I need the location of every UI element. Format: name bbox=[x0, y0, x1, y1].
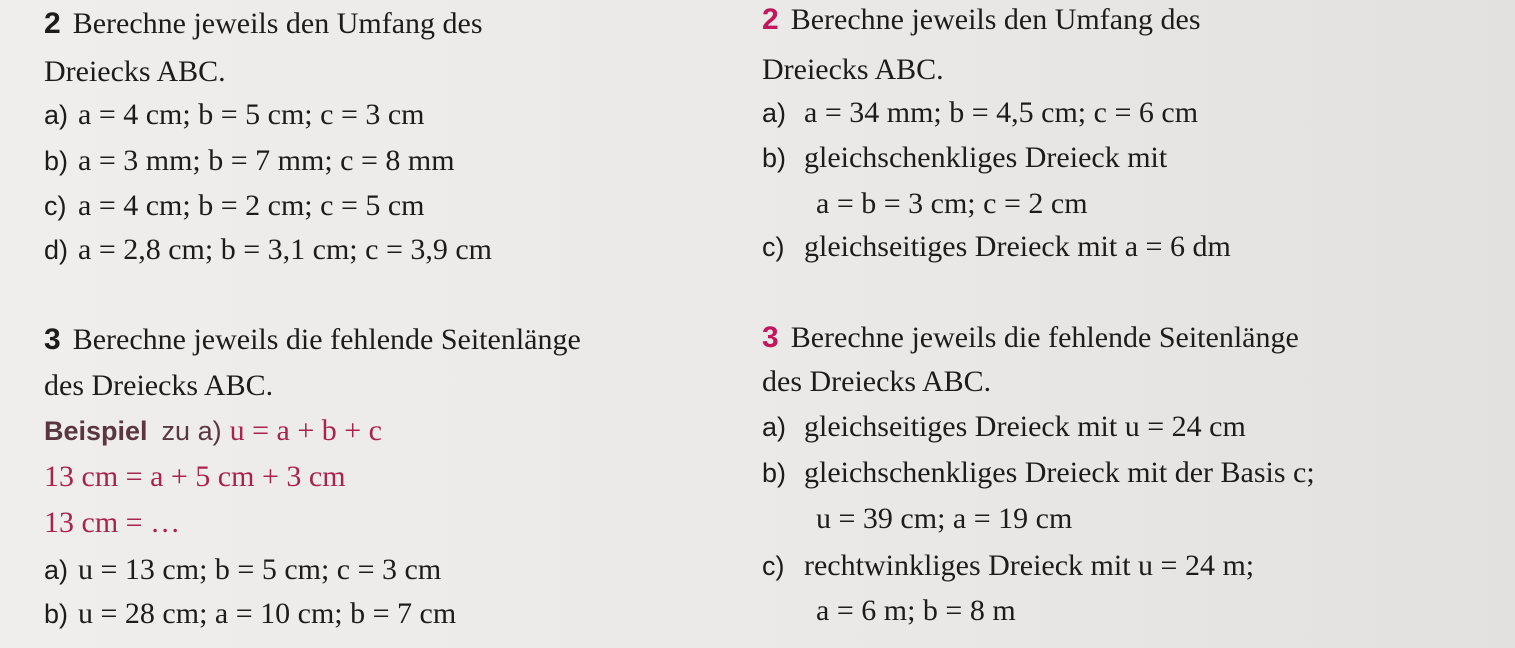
item-label: d) bbox=[44, 235, 69, 265]
task-number: 3 bbox=[762, 321, 779, 354]
list-item-continuation: a = b = 3 cm; c = 2 cm bbox=[816, 187, 1088, 220]
task-3-heading bbox=[44, 322, 581, 358]
list-item bbox=[762, 455, 1315, 491]
item-label: c) bbox=[762, 551, 785, 581]
item-text: rechtwinkliges Dreieck mit u = 24 m; bbox=[804, 549, 1255, 582]
task-number: 2 bbox=[762, 3, 779, 36]
list-item bbox=[44, 596, 456, 632]
task-2-heading bbox=[762, 2, 1201, 38]
item-text: u = 13 cm; b = 5 cm; c = 3 cm bbox=[78, 553, 442, 586]
example-ref: zu a) bbox=[161, 416, 222, 446]
item-label: a) bbox=[44, 100, 69, 130]
list-item bbox=[44, 97, 425, 133]
task-number: 2 bbox=[44, 7, 61, 40]
task-3-heading-cont: des Dreiecks ABC. bbox=[44, 369, 274, 402]
example-line-2: 13 cm = a + 5 cm + 3 cm bbox=[44, 460, 346, 493]
item-text: a = 2,8 cm; b = 3,1 cm; c = 3,9 cm bbox=[78, 233, 493, 266]
task-number: 3 bbox=[44, 323, 61, 356]
task-title: Berechne jeweils den Umfang des bbox=[790, 3, 1201, 36]
list-item bbox=[44, 143, 455, 179]
item-text: a = 4 cm; b = 5 cm; c = 3 cm bbox=[78, 98, 425, 131]
item-label: b) bbox=[44, 146, 69, 176]
item-text: gleichseitiges Dreieck mit u = 24 cm bbox=[804, 410, 1246, 443]
example-line bbox=[44, 413, 382, 449]
item-text: gleichschenkliges Dreieck mit der Basis c; bbox=[804, 456, 1315, 489]
list-item bbox=[762, 95, 1198, 131]
task-3-heading bbox=[762, 320, 1299, 356]
list-item bbox=[762, 548, 1254, 584]
list-item bbox=[762, 409, 1246, 445]
list-item bbox=[44, 552, 441, 588]
list-item-continuation: u = 39 cm; a = 19 cm bbox=[816, 502, 1073, 535]
list-item bbox=[762, 140, 1167, 176]
task-3-heading-cont: des Dreiecks ABC. bbox=[762, 365, 992, 398]
item-label: b) bbox=[44, 599, 69, 629]
item-text: gleichschenkliges Dreieck mit bbox=[804, 141, 1168, 174]
list-item-continuation: a = 6 m; b = 8 m bbox=[816, 594, 1016, 627]
item-label: c) bbox=[762, 232, 785, 262]
item-text: gleichseitiges Dreieck mit a = 6 dm bbox=[804, 230, 1231, 263]
item-label: a) bbox=[762, 412, 787, 442]
item-label: a) bbox=[762, 98, 787, 128]
item-label: b) bbox=[762, 143, 787, 173]
right-column bbox=[762, 0, 1482, 648]
example-label: Beispiel bbox=[44, 416, 148, 446]
left-column bbox=[0, 0, 720, 648]
task-title: Berechne jeweils den Umfang des bbox=[72, 7, 483, 40]
item-label: a) bbox=[44, 555, 69, 585]
task-title: Berechne jeweils die fehlende Seitenlänge bbox=[72, 323, 581, 356]
list-item bbox=[44, 232, 492, 268]
task-2-heading-cont: Dreiecks ABC. bbox=[762, 53, 944, 86]
item-label: c) bbox=[44, 191, 67, 221]
task-title: Berechne jeweils die fehlende Seitenlänge bbox=[790, 321, 1299, 354]
item-text: a = 4 cm; b = 2 cm; c = 5 cm bbox=[78, 189, 425, 222]
example-line-3: 13 cm = … bbox=[44, 506, 181, 539]
list-item bbox=[44, 188, 425, 224]
item-text: u = 28 cm; a = 10 cm; b = 7 cm bbox=[78, 597, 457, 630]
example-formula: u = a + b + c bbox=[229, 414, 382, 447]
task-2-heading bbox=[44, 6, 483, 42]
list-item bbox=[762, 229, 1231, 265]
item-text: a = 3 mm; b = 7 mm; c = 8 mm bbox=[78, 144, 455, 177]
task-2-heading-cont: Dreiecks ABC. bbox=[44, 55, 226, 88]
item-label: b) bbox=[762, 458, 787, 488]
item-text: a = 34 mm; b = 4,5 cm; c = 6 cm bbox=[804, 96, 1199, 129]
